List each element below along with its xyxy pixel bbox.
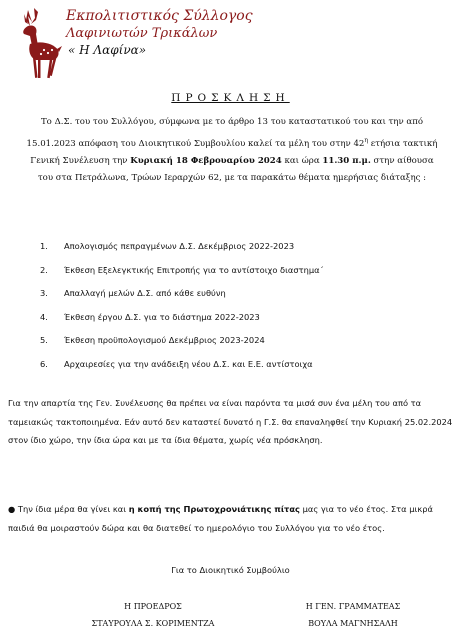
intro-text-2: ετήσια τακτική Γενική Συνέλευση την [30,138,438,166]
pita-text-2: μας για το νέο έτος. Στα μικρά παιδιά θα μοιραστούν δώρα και θα διατεθεί το ημερολόγιο του Συλλόγου για το νέο έτος. [8,504,433,533]
pita-paragraph [8,500,458,537]
board-signoff: Για το Διοικητικό Συμβούλιο [171,565,290,575]
agenda-item [40,358,440,382]
intro-text-3: και ώρα [281,155,323,166]
secretary-role: Η ΓΕΝ. ΓΡΑΜΜΑΤΕΑΣ [305,602,401,611]
intro-superscript: η [364,136,369,144]
agenda-list [40,240,440,382]
organization-name [62,8,262,59]
deer-icon [8,4,68,84]
president-role: Η ΠΡΟΕΔΡΟΣ [124,602,182,611]
quorum-paragraph: Για την απαρτία της Γεν. Συνέλευσης θα πρέπει να είναι παρόντα τα μισά συν ένα μέλη του από τα ταμειακώς τακτοποιημένα. Εάν αυτό δεν καταστεί δυνατό η Γ.Σ. θα επαναληφθεί την Κυριακή 25.02.2024 στον ίδιο χώρο, την ίδια ώρα και με τα ίδια θέματα, χωρίς νέα πρόσκληση. [8,398,453,445]
bullet-icon: ● [8,504,16,514]
agenda-text: Απαλλαγή μελών Δ.Σ. από κάθε ευθύνη [64,288,226,299]
agenda-number: 5. [40,335,48,346]
org-line-3: « Η Λαφίνα» [68,43,147,57]
agenda-item [40,311,440,335]
title-text: ΠΡΟΣΚΛΗΣΗ [171,92,290,104]
org-line-1: Εκπολιτιστικός Σύλλογος [66,8,253,24]
document-title [0,92,461,104]
agenda-number: 1. [40,241,48,251]
agenda-number: 4. [40,311,48,322]
agenda-number: 2. [40,264,48,275]
org-line-2: Λαφινιωτών Τρικάλων [66,26,218,41]
intro-text-4: στην αίθουσα του στα Πετράλωνα, Τρώων Ιεραρχών 62, με τα παρακάτω θέματα ημερήσιας διάταξης : [37,155,434,184]
agenda-item [40,287,440,311]
pita-text-1: Την ίδια μέρα θα γίνει και [15,504,129,514]
intro-text-1: Το Δ.Σ. του του Συλλόγου, σύμφωνα με το άρθρο 13 του καταστατικού του και την από 15.01.2023 απόφαση του Διοικητικού Συμβουλίου καλεί τα μέλη του στην 42 [26,117,424,149]
agenda-text: Έκθεση έργου Δ.Σ. για το διάστημα 2022-2023 [64,311,260,322]
meeting-date: Κυριακή 18 Φεβρουαρίου 2024 [130,155,282,166]
agenda-text: Αρχαιρεσίες για την ανάδειξη νέου Δ.Σ. και Ε.Ε. αντίστοιχα [64,358,313,369]
secretary-signature [268,598,438,632]
intro-paragraph [22,114,442,188]
president-name: ΣΤΑΥΡΟΥΛΑ Σ. ΚΟΡΙΜΕΝΤΖΑ [91,619,215,628]
pita-highlight: η κοπή της Πρωτοχρονιάτικης πίτας [128,504,300,514]
meeting-time: 11.30 π.μ. [322,155,371,166]
agenda-number: 3. [40,288,48,299]
president-signature [78,598,228,632]
agenda-item [40,334,440,358]
agenda-text: Έκθεση Εξελεγκτικής Επιτροπής για το αντίστοιχο διαστημα΄ [64,264,324,275]
agenda-item [40,264,440,288]
agenda-text: Απολογισμός πεπραγμένων Δ.Σ. Δεκέμβριος 2022-2023 [64,241,295,251]
secretary-name: ΒΟΥΛΑ ΜΑΓΝΗΣΑΛΗ [308,619,398,628]
agenda-number: 6. [40,358,48,369]
agenda-item [40,240,440,264]
agenda-text: Έκθεση προϋπολογισμού Δεκέμβριος 2023-2024 [64,335,265,346]
